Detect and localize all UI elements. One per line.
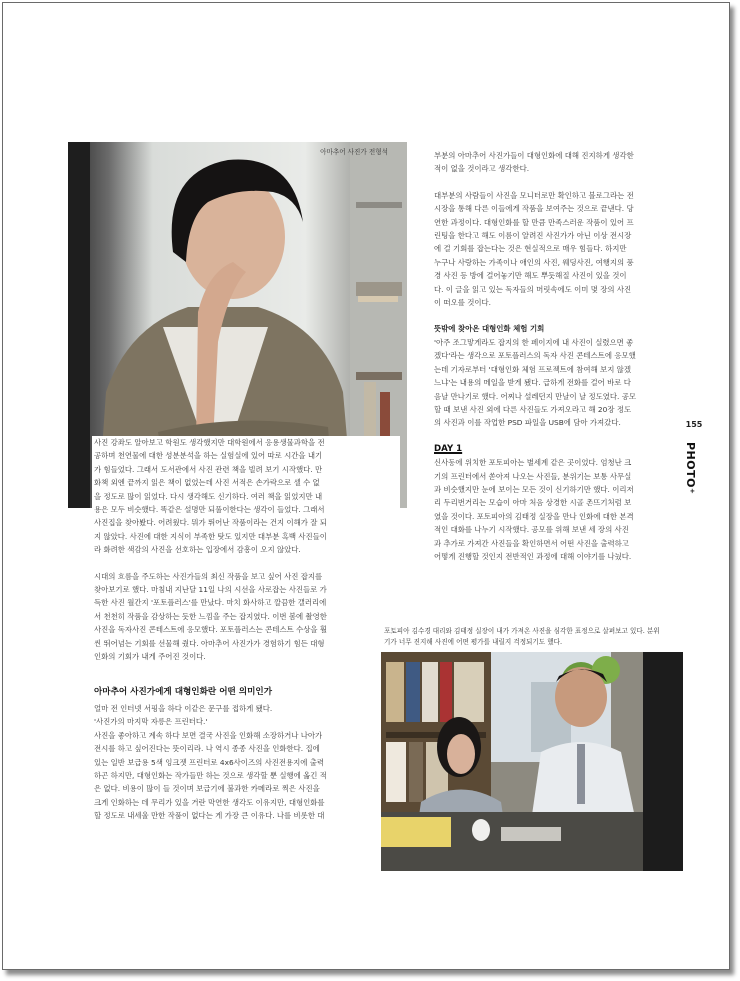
right-column [434, 149, 656, 576]
left-column [94, 436, 400, 836]
magazine-logo: PHOTO⁺ [684, 442, 697, 495]
left-para-3: 얼마 전 인터넷 서핑을 하다 이같은 문구를 접하게 됐다. '사진가의 마지막 자릉은 프린터다.' 사진을 좋아하고 계속 하다 보면 결국 사진을 인화해 소장하거나 나아가 전시를 하고 싶어진다는 뜻이리라. 나 역시 종종 사진을 인화한다. 집에 있는 일반 보급용 5색 잉크젯 프린터로 4x6사이즈의 사진전용지에 출력 하곤 하지만, 대형인화는 작가들만 하는 것으로 생각할 뿐 실행에 옮긴 적 은 없다. 비용이 많이 들 것이며 보급기에 불과한 카메라로 찍은 사진을 크게 인화하는 데 무리가 있을 거란 막연한 생각도 이유지만, 대형인화를 할 정도로 내세울 만한 작품이 없다는 게 가장 큰 이유다. 나를 비롯한 대 [94, 703, 327, 821]
right-subheading: 뜻밖에 찾아온 대형인화 체험 기회 [434, 324, 545, 334]
portrait-caption: 아마추어 사진가 전형석 [320, 148, 388, 156]
office-photo-caption: 포토피아 김수경 대리와 김태정 실장이 내가 가져온 사진을 심각한 표정으로 살펴보고 있다. 분위 기가 너무 진지해 사진에 어떤 평가를 내릴지 걱정되기도 했다. [384, 627, 660, 646]
right-para-3: 뜻밖에 찾아온 대형인화 체험 기회 '아주 조그맣게라도 잡지의 한 페이지에 내 사진이 실렸으면 좋 겠다'라는 생각으로 포토플러스의 독자 사진 콘테스트에 응모했 는데 기자로부터 '대형인화 체험 프로젝트에 참여해 보지 않겠 느냐'는 내용의 메일을 받게 됐다. 급하게 전화를 걸어 바로 다 음날 만나기로 했다. 어찌나 설레던지 만날이 날 정도였다. 공모 할 때 보낸 사진 외에 다른 사진들도 가져오라고 해 20장 정도 의 사진과 이를 작업한 PSD 파일을 USB에 담아 가져갔다. [434, 324, 636, 428]
section-heading: 아마추어 사진가에게 대형인화란 어떤 의미인가 [94, 686, 272, 697]
office-photo [381, 652, 683, 871]
page-number: 155 [685, 420, 703, 429]
right-para-4: 신사동에 위치한 포토피아는 별세계 같은 곳이었다. 엄청난 크 기의 프린터에서 쏟아져 나오는 사진들, 분위기는 보통 사무실 과 비슷했지만 눈에 보이는 모든 것이 신기하기만 했다. 이리저 리 두리번거리는 모습이 아마 처음 상경한 시골 촌뜨기처럼 보 였을 것이다. 포토피아의 김태정 실장을 만나 인화에 대한 본격 적인 대화를 나누기 시작했다. 공모를 위해 보낸 세 장의 사진 과 추가로 가져간 사진들을 확인하면서 어떤 사진을 출력하고 어떻게 진행할 것인지 전반적인 과정에 대해 이야기를 나눴다. [434, 458, 634, 561]
right-para-2: 대부분의 사람들이 사진을 모니터로만 확인하고 블로그라는 전 시장을 통해 다른 이들에게 작품을 보여주는 것으로 끝낸다. 당 연한 과정이다. 대형인화를 할 만큼 만족스러운 작품이 있어 프 린팅을 한다고 해도 이름이 알려진 사진가가 아닌 이상 전시장 에 걸 기회를 잡는다는 것은 현실적으로 매우 힘들다. 하지만 누구나 사랑하는 가족이나 애인의 사진, 웨딩사진, 여행지의 풍 경 사진 등 방에 걸어놓기만 해도 뿌듯해질 사진이 있을 것이 다. 이 글을 읽고 있는 독자들의 머릿속에도 이미 몇 장의 사진 이 떠오를 것이다. [434, 190, 634, 308]
left-para-2: 시대의 흐름을 주도하는 사진가들의 최신 작품을 보고 싶어 사진 잡지를 찾아보기로 했다. 마침내 지난달 11일 나의 시선을 사로잡는 사진들로 가 득한 사진 월간지 '포토플러스'를 만났다. 마치 화사하고 깔끔한 갤러리에 서 천천히 작품을 감상하는 듯한 느낌을 주는 잡지였다. 이번 봄에 촬영한 사진을 독자사진 콘테스트에 응모했다. 포토플러스는 콘테스트 수상을 훨 씬 뛰어넘는 기회를 선물해 줬다. 아마추어 사진가가 경험하기 힘든 대형 인화의 기회가 내게 주어진 것이다. [94, 571, 327, 662]
right-para-1: 부분의 아마추어 사진가들이 대형인화에 대해 진지하게 생각한 적이 없을 것이라고 생각한다. [434, 151, 634, 174]
day-heading: DAY 1 [434, 443, 463, 454]
left-para-1: 사진 강좌도 알아보고 학원도 생각했지만 대학원에서 응용생물과학을 전 공하며 천연물에 대한 성분분석을 하는 실험실에 있어 따로 시간을 내기 가 힘들었다. 그래서 도서관에서 사진 관련 책을 빌려 보기 시작했다. 만 화책 외엔 끝까지 읽은 책이 없었는데 사진 서적은 손가락으로 셀 수 없 을 정도로 많이 읽었다. 다시 생각해도 신기하다. 여러 책을 읽었지만 내 용은 모두 비슷했다. 똑같은 설명만 되풀이한다는 생각이 들었다. 그래서 사진집을 찾아봤다. 어려웠다. 뭐가 뛰어난 작품이라는 건지 이해가 잘 되 지 않았다. 사진에 대한 지식이 부족한 탓도 있지만 대부분 흑백 사진들이 라 화려한 색감의 사진을 선호하는 입장에서 감흥이 오지 않았다. [92, 436, 400, 557]
